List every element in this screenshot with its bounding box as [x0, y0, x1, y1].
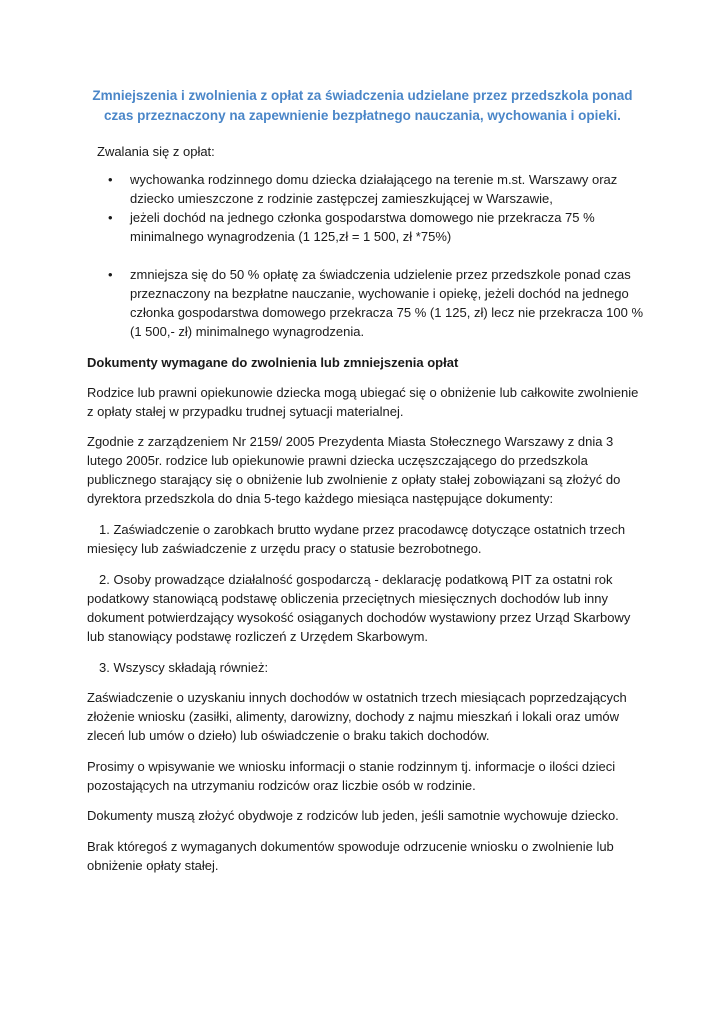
numbered-item-2: 2. Osoby prowadzące działalność gospodarczą - deklarację podatkową PIT za ostatni rok podatkowy stanowiącą podstawę obliczenia przeciętnych miesięcznych dochodów lub inny dokument potwierdzający wysokość osiąganych dochodów wystawiony przez Urząd Skarbowy lub stanowiący podstawę rozliczeń z Urzędem Skarbowym.	[87, 572, 631, 644]
list-item	[87, 170, 647, 208]
intro-text: Zwalania się z opłat:	[97, 144, 215, 159]
bullet-icon: •	[108, 267, 113, 282]
list-item	[87, 208, 647, 246]
numbered-item-1: 1. Zaświadczenie o zarobkach brutto wydane przez pracodawcę dotyczące ostatnich trzech miesięcy lub zaświadczenie z urzędu pracy o statusie bezrobotnego.	[87, 522, 626, 556]
paragraph-parents: Rodzice lub prawni opiekunowie dziecka mogą ubiegać się o obniżenie lub całkowite zwolnienie z opłaty stałej w przypadku trudnej sytuacji materialnej.	[87, 385, 639, 419]
numbered-item-3: 3. Wszyscy składają również:	[99, 660, 269, 675]
list-item-text: jeżeli dochód na jednego członka gospodarstwa domowego nie przekracza 75 % minimalnego wynagrodzenia (1 125,zł = 1 500, zł *75%)	[130, 210, 595, 244]
paragraph-regulation: Zgodnie z zarządzeniem Nr 2159/ 2005 Prezydenta Miasta Stołecznego Warszawy z dnia 3 lutego 2005r. rodzice lub opiekunowie prawni dziecka uczęszczającego do przedszkola publicznego starający się o obniżenie lub zwolnienie z opłaty stałej zobowiązani są złożyć do dyrektora przedszkola do dnia 5-tego każdego miesiąca następujące dokumenty:	[87, 434, 621, 506]
paragraph-other-income: Zaświadczenie o uzyskaniu innych dochodów w ostatnich trzech miesiącach poprzedzających złożenie wniosku (zasiłki, alimenty, darowizny, dochody z najmu mieszkań i lokali oraz umów zleceń lub umów o dzieło) lub oświadczenie o braku takich dochodów.	[87, 690, 627, 743]
section-heading: Dokumenty wymagane do zwolnienia lub zmniejszenia opłat	[87, 355, 459, 370]
exemption-list	[87, 170, 647, 246]
paragraph-submit: Dokumenty muszą złożyć obydwoje z rodziców lub jeden, jeśli samotnie wychowuje dziecko.	[87, 808, 619, 823]
list-item-text: zmniejsza się do 50 % opłatę za świadczenia udzielenie przez przedszkole ponad czas przeznaczony na bezpłatne nauczanie, wychowanie i opiekę, jeżeli dochód na jednego członka gospodarstwa domowego przekracza 75 % (1 125, zł) lecz nie przekracza 100 % (1 500,- zł) minimalnego wynagrodzenia.	[130, 267, 644, 339]
list-item	[87, 265, 647, 341]
reduction-list	[87, 265, 647, 341]
bullet-icon: •	[108, 172, 113, 187]
list-item-text: wychowanka rodzinnego domu dziecka działającego na terenie m.st. Warszawy oraz dziecko umieszczone z rodzinie zastępczej zamieszkującej w Warszawie,	[130, 172, 618, 206]
bullet-icon: •	[108, 210, 113, 225]
document-title: Zmniejszenia i zwolnienia z opłat za świadczenia udzielane przez przedszkola ponad czas przeznaczony na zapewnienie bezpłatnego nauczania, wychowania i opieki.	[92, 88, 633, 123]
paragraph-rejection: Brak któregoś z wymaganych dokumentów spowoduje odrzucenie wniosku o zwolnienie lub obniżenie opłaty stałej.	[87, 839, 614, 873]
paragraph-request: Prosimy o wpisywanie we wniosku informacji o stanie rodzinnym tj. informacje o ilości dzieci pozostających na utrzymaniu rodziców oraz liczbie osób w rodzinie.	[87, 759, 616, 793]
